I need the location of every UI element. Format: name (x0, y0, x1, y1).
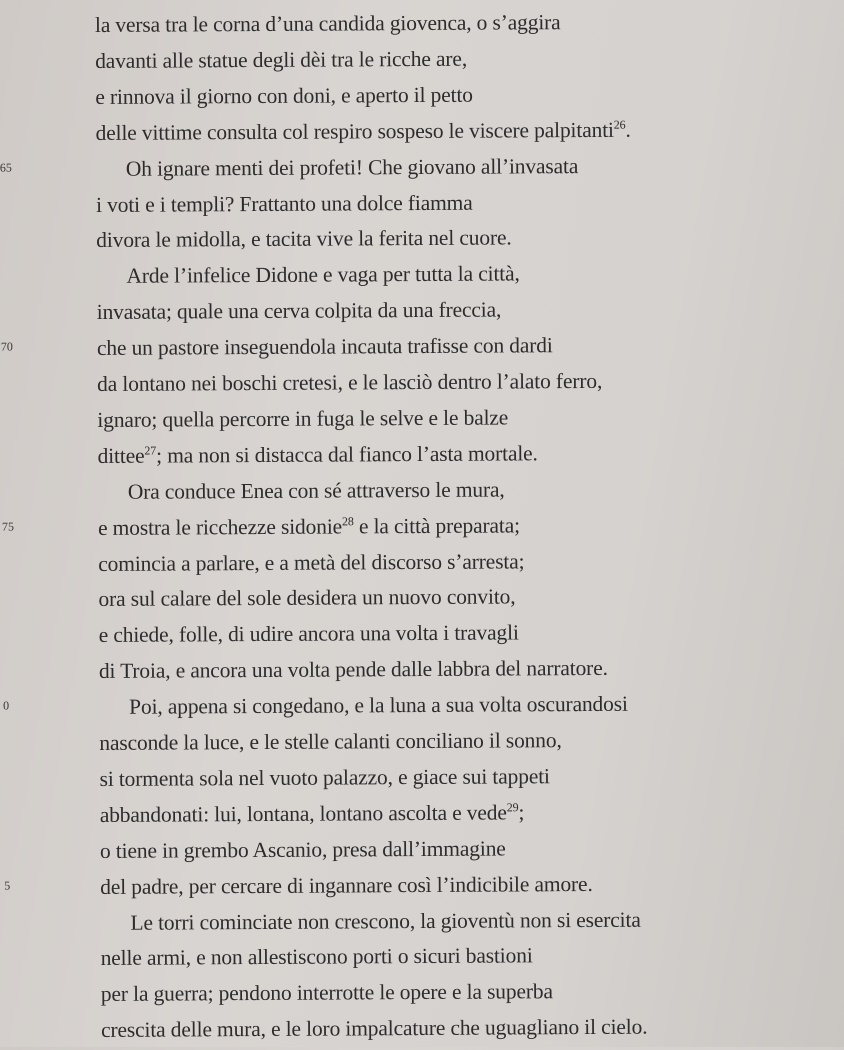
text-line (0, 436, 844, 475)
verse-main: ignaro; quella percorre in fuga le selve e le balze (97, 405, 509, 432)
text-line (0, 580, 844, 619)
text-line (2, 903, 844, 942)
verse-text (96, 187, 473, 219)
text-line (1, 759, 844, 798)
text-line (1, 616, 844, 655)
verse-main: Ora conduce Enea con sé attraverso le mura, (127, 477, 505, 504)
text-line (0, 293, 843, 332)
text-line (0, 221, 842, 260)
verse-text (99, 618, 519, 651)
text-line (0, 508, 844, 547)
text-line (0, 149, 842, 188)
verse-text (101, 977, 553, 1010)
verse-text (96, 223, 511, 256)
verse-text (128, 474, 505, 506)
text-line (3, 1011, 844, 1050)
verse-text (97, 366, 602, 399)
verse-main: la versa tra le corna d’una candida giovenca, o s’aggira (94, 10, 561, 37)
verse-main: Oh ignare menti dei profeti! Che giovano all’invasata (125, 153, 579, 181)
verse-text (98, 582, 515, 615)
text-line (1, 652, 844, 691)
line-number: 0 (3, 698, 10, 713)
text-line (0, 257, 843, 296)
text-line (3, 939, 844, 978)
verse-text (100, 797, 525, 830)
verse-main: Arde l’infelice Didone e vaga per tutta la città, (126, 261, 520, 289)
line-number: 65 (0, 160, 12, 175)
verse-main: di Troia, e ancora una volta pende dalle labbra del narratore. (98, 656, 608, 684)
verse-main: i voti e i templi? Frattanto una dolce fiamma (95, 190, 473, 217)
verse-main: e chiede, folle, di udire ancora una volta i travagli (98, 620, 519, 648)
verse-main: ora sul calare del sole desidera un nuovo convito, (98, 584, 516, 612)
text-line (0, 113, 842, 152)
verse-text (97, 330, 553, 363)
verse-text (97, 438, 537, 471)
footnote-marker: 27 (144, 443, 157, 458)
verse-main: Poi, appena si congedano, e la luna a sua volta oscurandosi (129, 691, 628, 719)
verse-text (97, 402, 508, 435)
verse-text (126, 259, 519, 291)
verse-text (100, 833, 506, 865)
verse-text (99, 761, 549, 794)
line-number: 70 (0, 339, 13, 354)
verse-continuation: ; ma non si distacca dal fianco l’asta mortale. (156, 441, 538, 468)
text-line (0, 77, 841, 116)
verse-text (130, 904, 640, 937)
verse-main: nasconde la luce, e le stelle calanti conciliano il sonno, (99, 728, 562, 755)
footnote-marker: 29 (506, 800, 519, 815)
verse-main: del padre, per cercare di ingannare così l’indicibile amore. (100, 871, 593, 899)
footnote-marker: 26 (613, 117, 626, 132)
line-number: 5 (4, 878, 11, 893)
verse-main: nelle armi, e non allestiscono porti o sicuri bastioni (100, 943, 533, 971)
verse-text (99, 725, 562, 758)
verse-main: Le torri cominciate non crescono, la gioventù non si esercita (130, 907, 641, 935)
text-line (0, 41, 841, 80)
verse-main: abbandonati: lui, lontana, lontano ascolta e vede (99, 800, 507, 827)
verse-continuation: . (625, 117, 631, 142)
verse-main: e mostra le ricchezze sidonie (97, 514, 343, 540)
verse-text (98, 546, 524, 579)
verse-main: e rinnova il giorno con doni, e aperto il petto (95, 82, 473, 109)
text-line (0, 364, 843, 403)
text-line (0, 329, 843, 368)
verse-text (99, 653, 608, 686)
text-line (1, 688, 844, 727)
verse-text (129, 689, 628, 722)
text-line (0, 400, 843, 439)
text-line (0, 544, 844, 583)
verse-text (100, 869, 593, 902)
text-line (2, 831, 844, 870)
verse-main: invasata; quale una cerva colpita da una freccia, (96, 297, 502, 325)
verse-text (98, 510, 520, 543)
verse-main: si tormenta sola nel vuoto palazzo, e giace sui tappeti (99, 764, 550, 791)
text-line (2, 795, 844, 834)
verse-text (95, 7, 561, 40)
verse-main: o tiene in grembo Ascanio, presa dall’immagine (99, 836, 506, 863)
text-line (3, 975, 844, 1014)
verse-text (96, 114, 631, 147)
verse-main: crescita delle mura, e le loro impalcature che uguagliano il cielo. (101, 1014, 648, 1043)
text-line (2, 867, 844, 906)
verse-main: delle vittime consulta col respiro sospeso le viscere palpitanti (95, 117, 614, 145)
text-line (0, 5, 841, 44)
verse-main: davanti alle statue degli dèi tra le ricche are, (95, 46, 468, 73)
text-line (0, 185, 842, 224)
text-line (0, 472, 844, 511)
footnote-marker: 28 (341, 513, 354, 528)
verse-text (101, 941, 533, 974)
verse-continuation: e la città preparata; (353, 512, 520, 539)
verse-main: che un pastore inseguendola incauta trafisse con dardi (96, 333, 553, 361)
verse-main: per la guerra; pendono interrotte le opere e la superba (100, 979, 553, 1007)
verse-main: comincia a parlare, e a metà del discorso s’arresta; (98, 548, 525, 576)
line-number: 75 (1, 519, 15, 534)
verse-main: dittee (97, 443, 145, 468)
verse-text (126, 151, 579, 184)
verse-text (95, 79, 473, 111)
verse-continuation: ; (518, 800, 525, 825)
verse-text (95, 44, 467, 76)
verse-text (97, 295, 502, 327)
verse-text (101, 1012, 648, 1045)
verse-main: divora le midolla, e tacita vive la ferita nel cuore. (96, 225, 512, 253)
text-line (1, 723, 844, 762)
verse-main: da lontano nei boschi cretesi, e le lasciò dentro l’alato ferro, (97, 368, 603, 396)
